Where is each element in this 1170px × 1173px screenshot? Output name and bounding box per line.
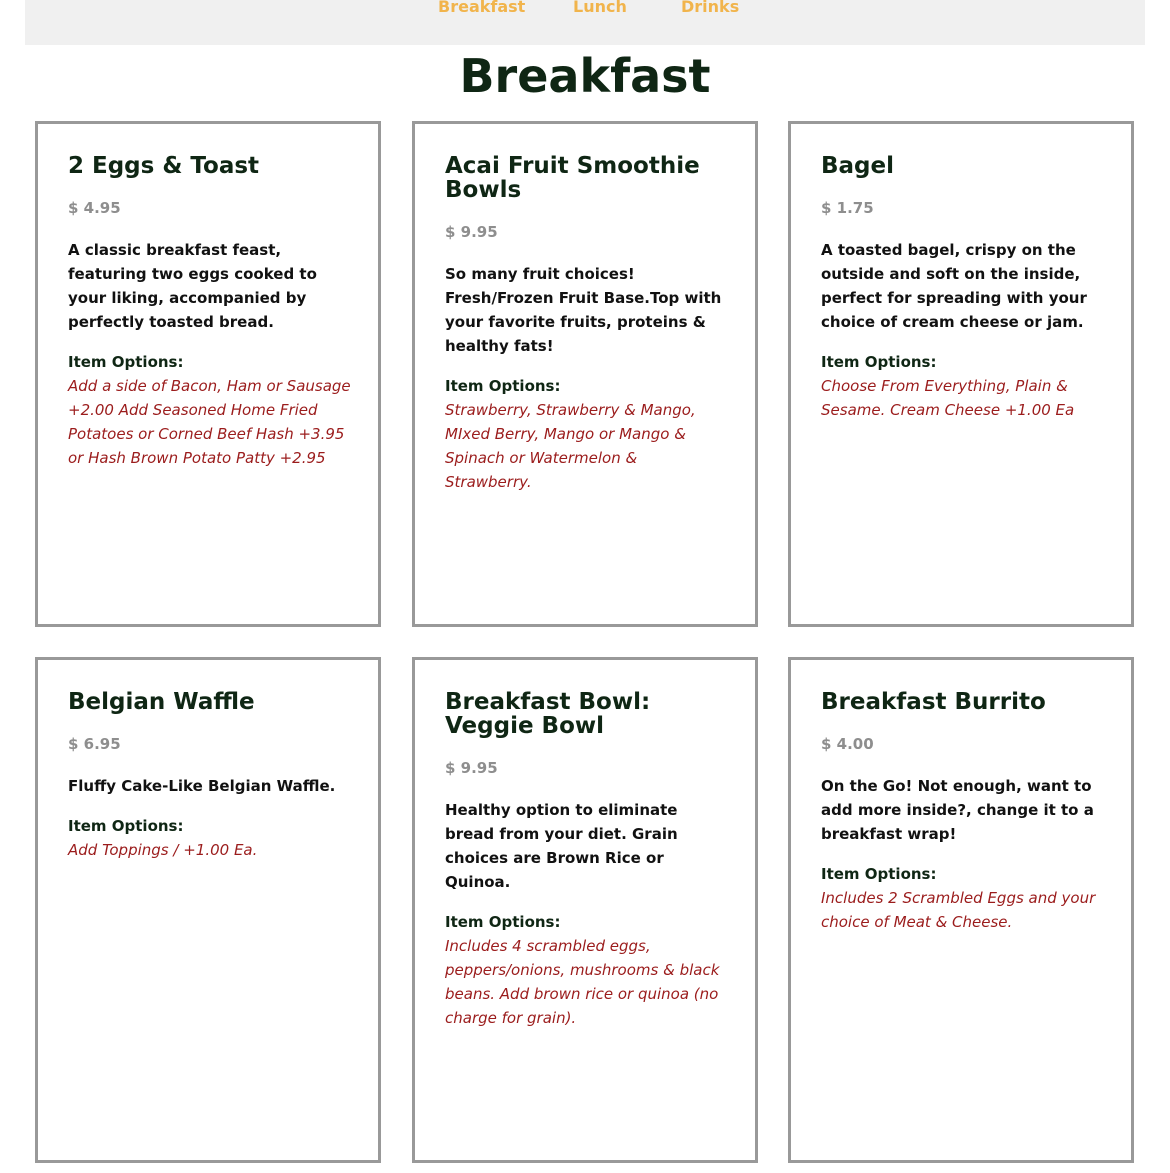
- item-options-text: Add Toppings / +1.00 Ea.: [68, 841, 258, 859]
- item-options-label: Item Options:: [68, 817, 184, 835]
- item-options-text: Choose From Everything, Plain & Sesame. Cream Cheese +1.00 Ea: [821, 377, 1075, 419]
- menu-category-nav: [25, 0, 1145, 45]
- item-options-text: Strawberry, Strawberry & Mango, MIxed Berry, Mango or Mango & Spinach or Watermelon & Strawberry.: [445, 401, 696, 491]
- item-description: On the Go! Not enough, want to add more inside?, change it to a breakfast wrap!: [821, 777, 1094, 843]
- item-name: Breakfast Bowl: Veggie Bowl: [445, 689, 651, 739]
- item-options-label: Item Options:: [68, 353, 184, 371]
- nav-link-breakfast[interactable]: Breakfast: [438, 0, 526, 16]
- item-description: Healthy option to eliminate bread from your diet. Grain choices are Brown Rice or Quinoa.: [445, 801, 678, 891]
- menu-item-card: [788, 121, 1134, 627]
- item-price: $ 4.95: [68, 199, 121, 217]
- item-options-label: Item Options:: [445, 913, 561, 931]
- item-name: Breakfast Burrito: [821, 689, 1046, 715]
- menu-item-card: [412, 657, 758, 1163]
- item-options-label: Item Options:: [821, 353, 937, 371]
- item-options-text: Includes 2 Scrambled Eggs and your choice of Meat & Cheese.: [821, 889, 1096, 931]
- item-price: $ 9.95: [445, 759, 498, 777]
- menu-item-card: [788, 657, 1134, 1163]
- menu-item-card: [35, 657, 381, 1163]
- item-name: Belgian Waffle: [68, 689, 255, 715]
- item-options-label: Item Options:: [821, 865, 937, 883]
- item-options-text: Includes 4 scrambled eggs, peppers/onions, mushrooms & black beans. Add brown rice or quinoa (no charge for grain).: [445, 937, 720, 1027]
- item-options-label: Item Options:: [445, 377, 561, 395]
- nav-link-lunch[interactable]: Lunch: [573, 0, 627, 16]
- item-name: Bagel: [821, 153, 894, 179]
- item-description: A classic breakfast feast, featuring two eggs cooked to your liking, accompanied by perfectly toasted bread.: [68, 241, 317, 331]
- item-price: $ 4.00: [821, 735, 874, 753]
- menu-item-card: [412, 121, 758, 627]
- page-title: Breakfast: [459, 49, 711, 103]
- item-description: So many fruit choices! Fresh/Frozen Fruit Base.Top with your favorite fruits, proteins & healthy fats!: [445, 265, 722, 355]
- item-name: 2 Eggs & Toast: [68, 153, 260, 179]
- menu-item-card: [35, 121, 381, 627]
- item-options-text: Add a side of Bacon, Ham or Sausage +2.00 Add Seasoned Home Fried Potatoes or Corned Beef Hash +3.95 or Hash Brown Potato Patty +2.95: [68, 377, 351, 467]
- item-description: Fluffy Cake-Like Belgian Waffle.: [68, 777, 336, 795]
- nav-link-drinks[interactable]: Drinks: [681, 0, 740, 16]
- item-description: A toasted bagel, crispy on the outside and soft on the inside, perfect for spreading with your choice of cream cheese or jam.: [821, 241, 1087, 331]
- item-price: $ 1.75: [821, 199, 874, 217]
- item-price: $ 6.95: [68, 735, 121, 753]
- item-name: Acai Fruit Smoothie Bowls: [445, 153, 700, 203]
- item-price: $ 9.95: [445, 223, 498, 241]
